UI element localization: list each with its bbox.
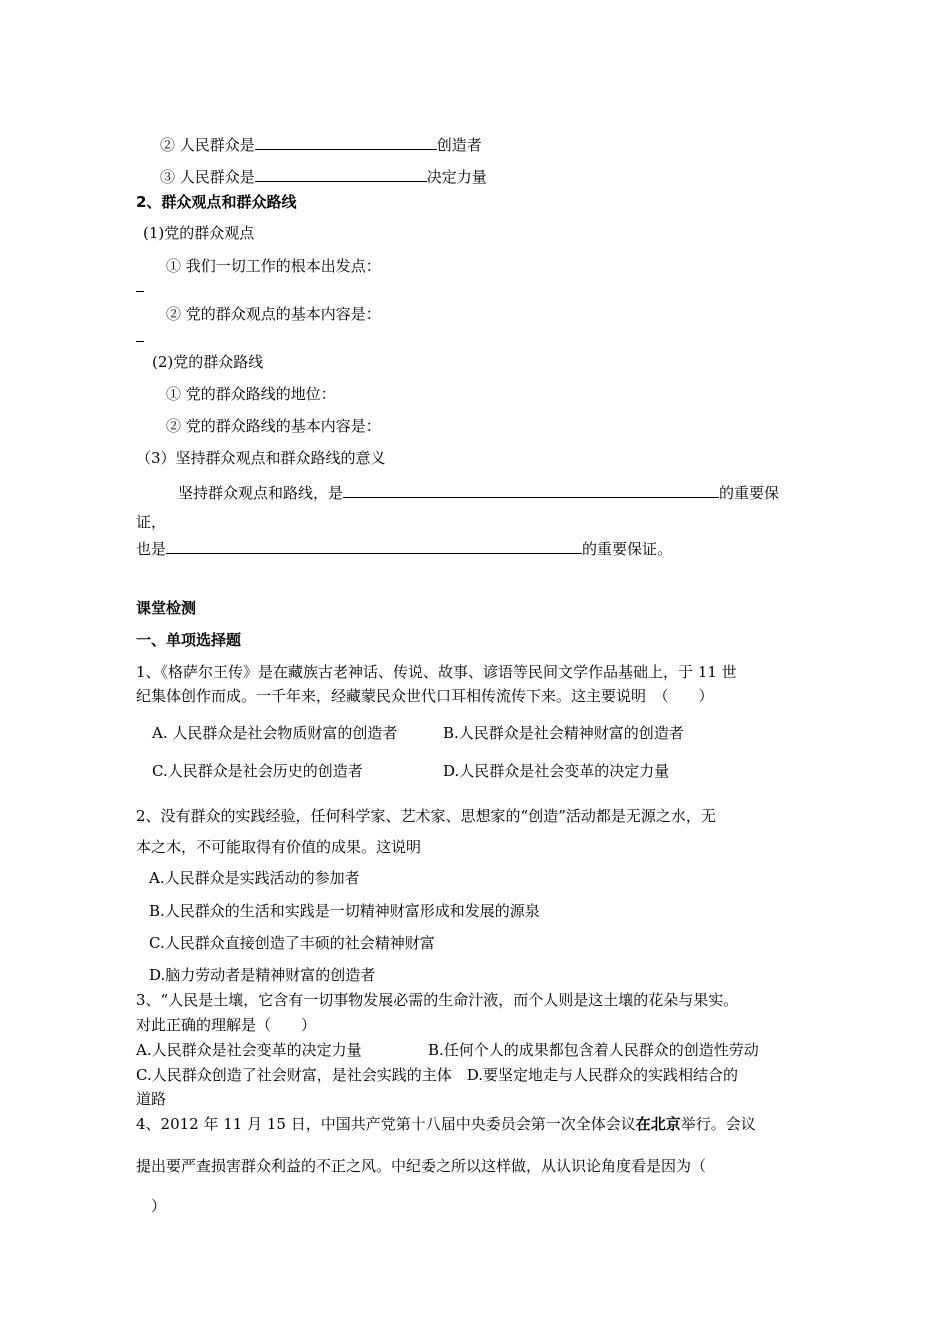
option-a: A.人民群众是实践活动的参加者 (149, 869, 360, 887)
subsection-heading: (1)党的群众观点 (143, 224, 255, 242)
fill-blank[interactable] (166, 537, 582, 554)
line-text: 也是 (136, 540, 167, 558)
subsection-heading: (2)党的群众路线 (152, 353, 264, 371)
section-heading: 2、群众观点和群众路线 (136, 193, 297, 211)
line-text: 4、2012 年 11 月 15 日，中国共产党第十八届中央委员会第一次全体会议 (136, 1115, 636, 1133)
question-1-cont: 纪集体创作而成。一千年来，经藏蒙民众世代口耳相传流传下来。这主要说明 （ ） (136, 687, 714, 705)
option-a: A.人民群众是社会变革的决定力量 (136, 1041, 362, 1059)
line-text: 举行。会议 (680, 1115, 756, 1133)
option-c: C.人民群众直接创造了丰硕的社会精神财富 (149, 934, 435, 952)
fill-blank[interactable] (255, 133, 437, 150)
significance-line-2 (136, 537, 672, 559)
option-cd-cont: 道路 (136, 1090, 167, 1108)
quiz-title: 课堂检测 (136, 599, 197, 617)
line-text: 的重要保证。 (582, 540, 673, 558)
fill-blank[interactable] (255, 165, 427, 182)
answer-line[interactable] (136, 291, 144, 292)
line-text: ② 人民群众是 (160, 136, 255, 154)
prompt-line: ① 党的群众路线的地位： (166, 385, 336, 403)
question-3-cont: 对此正确的理解是（ ） (136, 1016, 317, 1034)
option-b: B.人民群众是社会精神财富的创造者 (443, 724, 684, 742)
option-c: C.人民群众是社会历史的创造者 (152, 762, 363, 780)
option-d: D.人民群众是社会变革的决定力量 (443, 762, 670, 780)
question-2: 2、没有群众的实践经验，任何科学家、艺术家、思想家的“创造”活动都是无源之水，无 (136, 807, 716, 825)
question-2-cont: 本之木，不可能取得有价值的成果。这说明 (136, 838, 422, 856)
prompt-line: ② 党的群众路线的基本内容是： (166, 417, 381, 435)
line-text: 决定力量 (426, 168, 487, 186)
quiz-section: 一、单项选择题 (136, 631, 242, 649)
line-text: 创造者 (436, 136, 482, 154)
subsection-heading: （3）坚持群众观点和群众路线的意义 (136, 449, 386, 467)
option-a: A. 人民群众是社会物质财富的创造者 (152, 724, 398, 742)
question-4 (136, 1114, 756, 1134)
option-cd: C.人民群众创造了社会财富，是社会实践的主体 D.要坚定地走与人民群众的实践相结合的 (136, 1066, 738, 1084)
option-b: B.人民群众的生活和实践是一切精神财富形成和发展的源泉 (149, 902, 540, 920)
line-text: 证， (136, 513, 167, 531)
option-b: B.任何个人的成果都包含着人民群众的创造性劳动 (428, 1041, 759, 1059)
bold-text: 在北京 (635, 1115, 681, 1133)
question-4-cont: 提出要严查损害群众利益的不正之风。中纪委之所以这样做，从认识论角度看是因为（ (136, 1157, 707, 1175)
prompt-line: ② 党的群众观点的基本内容是： (166, 305, 381, 323)
line-text: 的重要保 (719, 484, 780, 502)
line-text: ③ 人民群众是 (160, 168, 255, 186)
question-1: 1、《格萨尔王传》是在藏族古老神话、传说、故事、谚语等民间文学作品基础上，于 11 世 (136, 663, 737, 681)
answer-line[interactable] (136, 341, 144, 342)
prompt-line: ① 我们一切工作的根本出发点： (166, 257, 381, 275)
line-text: 坚持群众观点和路线，是 (178, 484, 344, 502)
fill-blank[interactable] (343, 481, 719, 498)
question-3: 3、“人民是土壤，它含有一切事物发展必需的生命汁液，而个人则是这土壤的花朵与果实。 (136, 991, 739, 1009)
option-d: D.脑力劳动者是精神财富的创造者 (149, 966, 376, 984)
question-4-cont: ） (136, 1197, 167, 1215)
blank-line-creator (160, 133, 482, 155)
significance-line (178, 481, 779, 503)
blank-line-force (160, 165, 487, 187)
